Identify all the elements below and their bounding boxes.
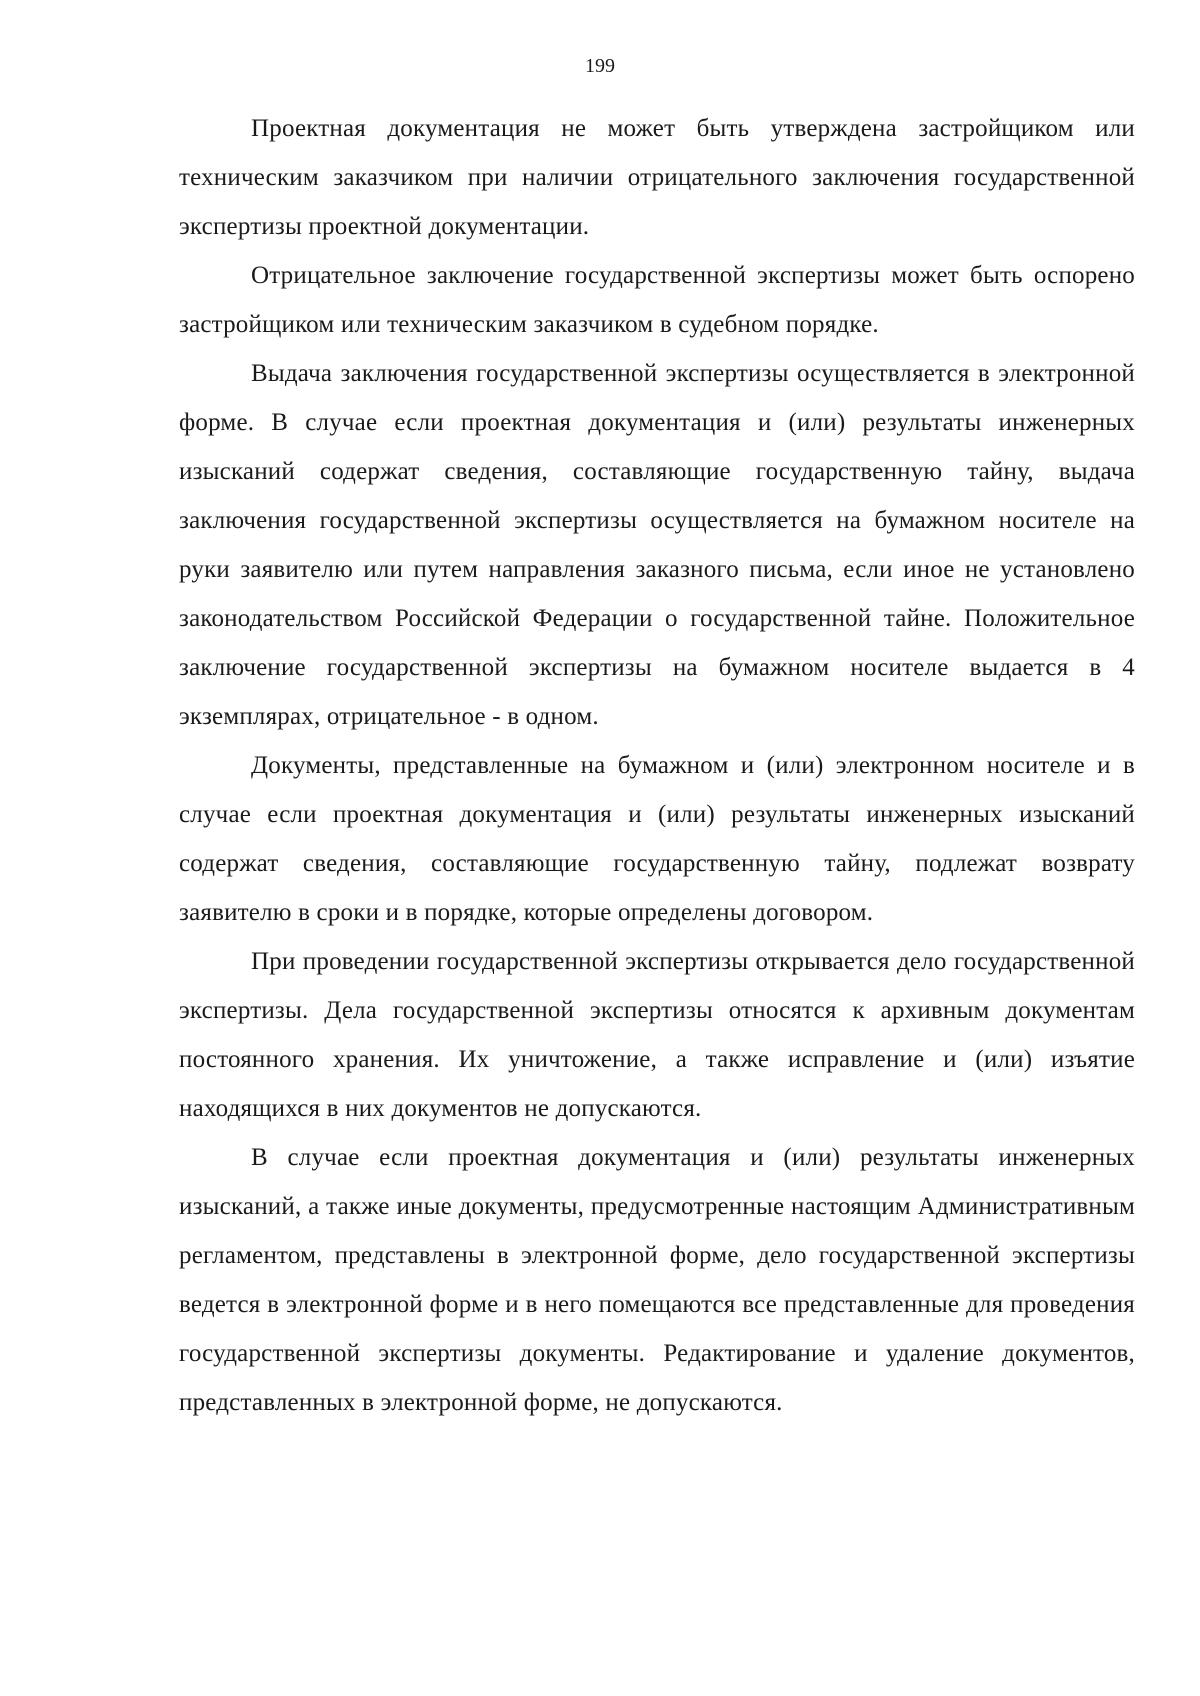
paragraph-5: При проведении государственной экспертизы открывается дело государственной экспертизы. Дела государственной экспертизы относятся к архивным документам постоянного хранения. Их уничтожение, а также исправление и (или) изъятие находящихся в них документов не допускаются. xyxy=(179,948,1135,1122)
paragraph-1: Проектная документация не может быть утверждена застройщиком или техническим заказчиком при наличии отрицательного заключения государственной экспертизы проектной документации. xyxy=(179,115,1135,240)
page-number: 199 xyxy=(585,55,615,77)
paragraph-3: Выдача заключения государственной экспертизы осуществляется в электронной форме. В случае если проектная документация и (или) результаты инженерных изысканий содержат сведения, составляющие государственную тайну, выдача заключения государственной экспертизы осуществляется на бумажном носителе на руки заявителю или путем направления заказного письма, если иное не установлено законодательством Российской Федерации о государственной тайне. Положительное заключение государственной экспертизы на бумажном носителе выдается в 4 экземплярах, отрицательное - в одном. xyxy=(179,360,1135,730)
paragraph-2: Отрицательное заключение государственной экспертизы может быть оспорено застройщиком или техническим заказчиком в судебном порядке. xyxy=(179,262,1135,338)
paragraph-6: В случае если проектная документация и (или) результаты инженерных изысканий, а также иные документы, предусмотренные настоящим Административным регламентом, представлены в электронной форме, дело государственной экспертизы ведется в электронной форме и в него помещаются все представленные для проведения государственной экспертизы документы. Редактирование и удаление документов, представленных в электронной форме, не допускаются. xyxy=(179,1144,1135,1416)
document-body xyxy=(179,104,1135,1427)
paragraph-4: Документы, представленные на бумажном и (или) электронном носителе и в случае если проектная документация и (или) результаты инженерных изысканий содержат сведения, составляющие государственную тайну, подлежат возврату заявителю в сроки и в порядке, которые определены договором. xyxy=(179,752,1135,926)
